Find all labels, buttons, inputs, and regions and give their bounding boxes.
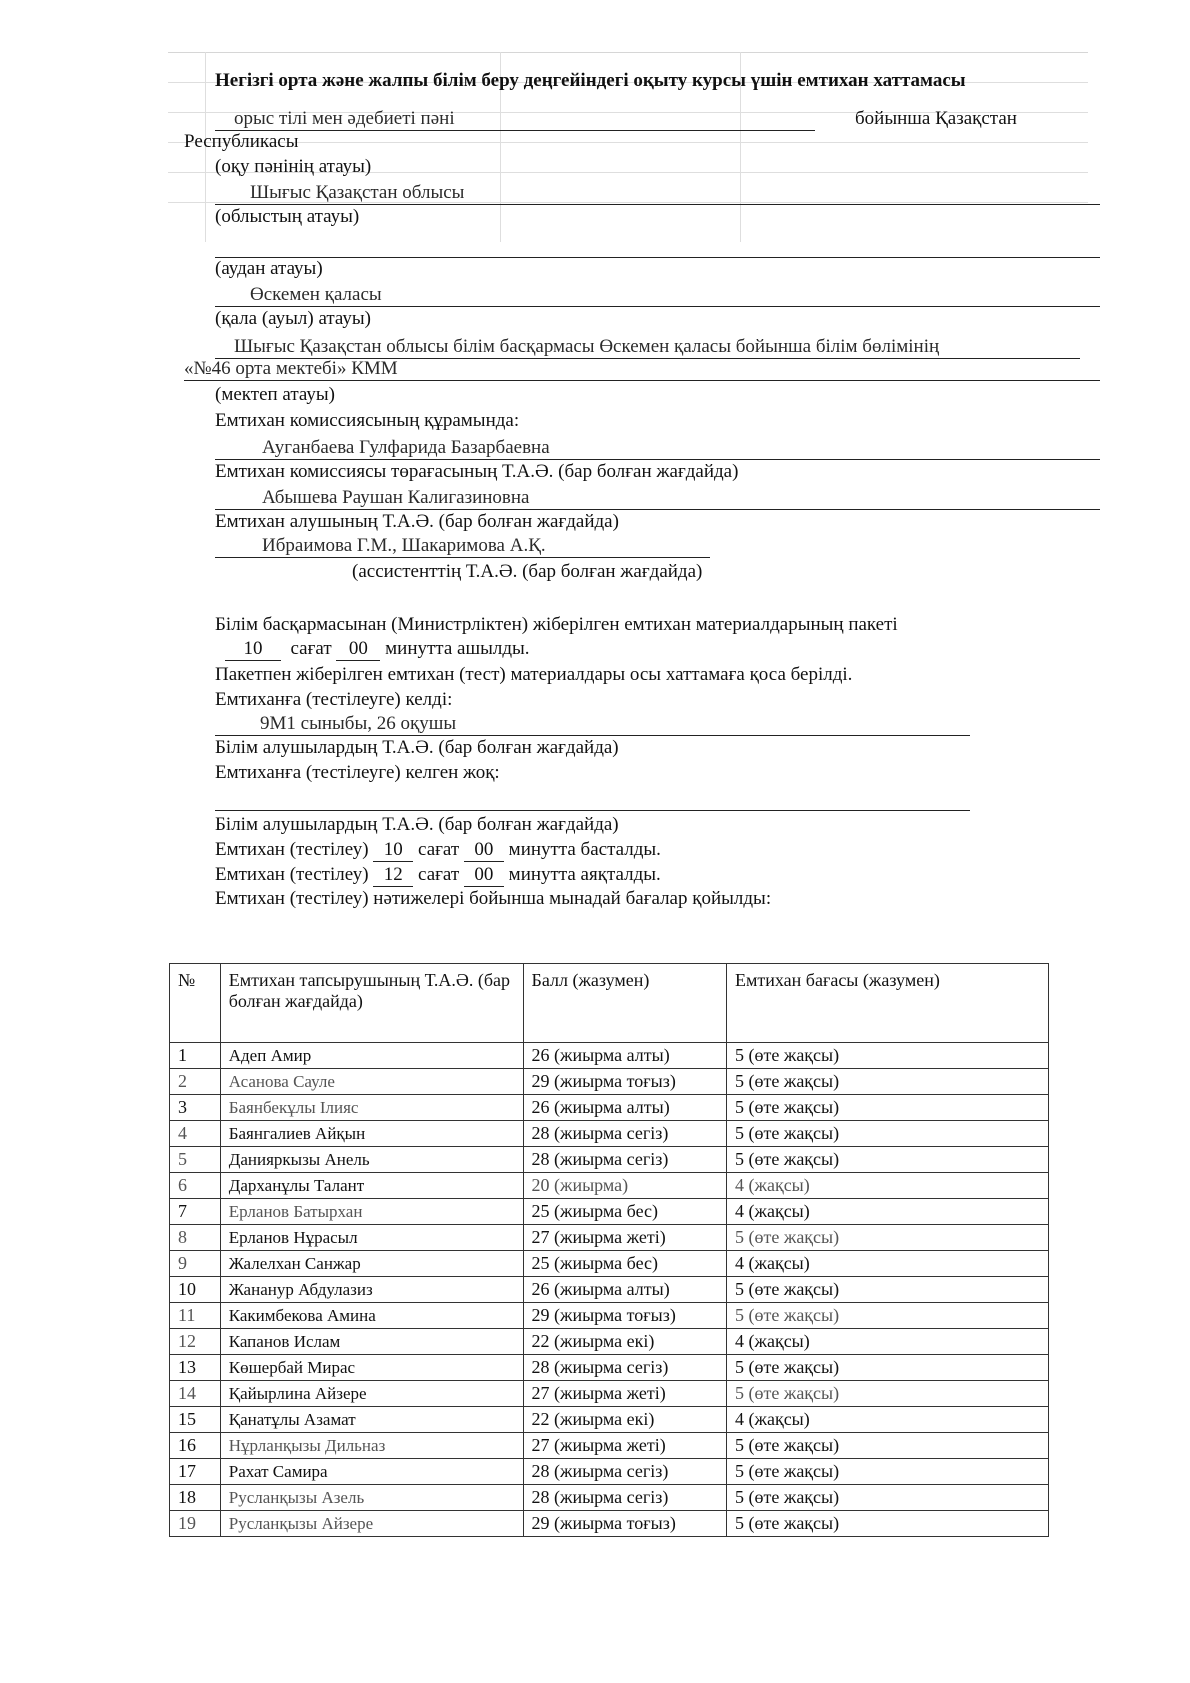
row-score: 28 (жиырма сегіз) xyxy=(523,1459,727,1485)
absent-rule xyxy=(215,810,970,811)
table-row xyxy=(170,1173,1049,1199)
row-num: 2 xyxy=(170,1069,221,1095)
row-num: 3 xyxy=(170,1095,221,1121)
row-num: 7 xyxy=(170,1199,221,1225)
row-name: Дарханұлы Талант xyxy=(220,1173,523,1199)
district-rule xyxy=(215,257,1100,258)
table-row xyxy=(170,1511,1049,1537)
row-grade: 5 (өте жақсы) xyxy=(727,1355,1049,1381)
row-score: 26 (жиырма алты) xyxy=(523,1043,727,1069)
row-name: Қанатұлы Азамат xyxy=(220,1407,523,1433)
city-value: Өскемен қаласы xyxy=(250,284,382,305)
city-rule xyxy=(215,306,1100,307)
subject-field xyxy=(215,108,815,131)
end-minute: 00 xyxy=(464,864,504,887)
end-prefix: Емтихан (тестілеу) xyxy=(215,864,369,885)
examiner-label: Емтихан алушының Т.А.Ә. (бар болған жағдайда) xyxy=(215,511,619,532)
bleed-through-rule xyxy=(168,142,1088,143)
table-row xyxy=(170,1043,1049,1069)
row-score: 22 (жиырма екі) xyxy=(523,1329,727,1355)
row-num: 19 xyxy=(170,1511,221,1537)
row-grade: 5 (өте жақсы) xyxy=(727,1381,1049,1407)
examiner-rule xyxy=(215,509,1100,510)
table-row xyxy=(170,1329,1049,1355)
row-num: 17 xyxy=(170,1459,221,1485)
row-grade: 5 (өте жақсы) xyxy=(727,1121,1049,1147)
city-label: (қала (ауыл) атауы) xyxy=(215,308,371,329)
row-grade: 4 (жақсы) xyxy=(727,1199,1049,1225)
table-row xyxy=(170,1433,1049,1459)
region-label: (облыстың атауы) xyxy=(215,206,360,227)
row-grade: 5 (өте жақсы) xyxy=(727,1303,1049,1329)
district-label: (аудан атауы) xyxy=(215,258,323,279)
row-grade: 5 (өте жақсы) xyxy=(727,1043,1049,1069)
school-value-1: Шығыс Қазақстан облысы білім басқармасы Өскемен қаласы бойынша білім бөлімінің xyxy=(234,336,940,357)
row-num: 1 xyxy=(170,1043,221,1069)
row-score: 28 (жиырма сегіз) xyxy=(523,1485,727,1511)
package-line-1: Білім басқармасынан (Министрліктен) жіберілген емтихан материалдарының пакеті xyxy=(215,614,898,635)
row-num: 11 xyxy=(170,1303,221,1329)
start-hour-word: сағат xyxy=(418,839,460,860)
students-label: Білім алушылардың Т.А.Ә. (бар болған жағдайда) xyxy=(215,737,619,758)
header-score: Балл (жазумен) xyxy=(523,964,727,1043)
row-name: Асанова Сауле xyxy=(220,1069,523,1095)
table-row xyxy=(170,1121,1049,1147)
row-num: 9 xyxy=(170,1251,221,1277)
row-grade: 5 (өте жақсы) xyxy=(727,1069,1049,1095)
row-name: Капанов Ислам xyxy=(220,1329,523,1355)
table-row xyxy=(170,1251,1049,1277)
table-row xyxy=(170,1199,1049,1225)
start-suffix: минутта басталды. xyxy=(508,839,661,860)
table-row xyxy=(170,1095,1049,1121)
package-hour: 10 xyxy=(225,638,281,661)
row-num: 12 xyxy=(170,1329,221,1355)
table-header-row xyxy=(170,964,1049,1043)
school-line-1 xyxy=(215,336,1080,359)
table-row xyxy=(170,1147,1049,1173)
arrived-label: Емтиханға (тестілеуге) келді: xyxy=(215,689,453,710)
results-intro: Емтихан (тестілеу) нәтижелері бойынша мынадай бағалар қойылды: xyxy=(215,888,772,909)
row-name: Рахат Самира xyxy=(220,1459,523,1485)
row-score: 20 (жиырма) xyxy=(523,1173,727,1199)
table-body xyxy=(170,1043,1049,1537)
table-row xyxy=(170,1225,1049,1251)
row-grade: 5 (өте жақсы) xyxy=(727,1277,1049,1303)
row-grade: 5 (өте жақсы) xyxy=(727,1485,1049,1511)
row-score: 25 (жиырма бес) xyxy=(523,1251,727,1277)
row-num: 15 xyxy=(170,1407,221,1433)
row-score: 27 (жиырма жеті) xyxy=(523,1225,727,1251)
chair-label: Емтихан комиссиясы төрағасының Т.А.Ә. (бар болған жағдайда) xyxy=(215,461,739,482)
assistants-rule xyxy=(215,557,710,558)
row-num: 5 xyxy=(170,1147,221,1173)
row-name: Ерланов Нұрасыл xyxy=(220,1225,523,1251)
row-name: Жалелхан Санжар xyxy=(220,1251,523,1277)
row-score: 25 (жиырма бес) xyxy=(523,1199,727,1225)
table-row xyxy=(170,1381,1049,1407)
row-name: Көшербай Мирас xyxy=(220,1355,523,1381)
end-hour-word: сағат xyxy=(418,864,460,885)
row-score: 27 (жиырма жеті) xyxy=(523,1433,727,1459)
row-grade: 4 (жақсы) xyxy=(727,1251,1049,1277)
row-num: 14 xyxy=(170,1381,221,1407)
header-num: № xyxy=(170,964,221,1043)
row-name: Қайырлина Айзере xyxy=(220,1381,523,1407)
subject-value: орыс тілі мен әдебиеті пәні xyxy=(234,108,455,129)
table-row xyxy=(170,1355,1049,1381)
row-score: 22 (жиырма екі) xyxy=(523,1407,727,1433)
package-time-line xyxy=(225,638,530,661)
row-score: 29 (жиырма тоғыз) xyxy=(523,1069,727,1095)
region-value: Шығыс Қазақстан облысы xyxy=(250,182,465,203)
end-hour: 12 xyxy=(373,864,413,887)
table-row xyxy=(170,1069,1049,1095)
chair-rule xyxy=(215,459,1100,460)
package-minute-text: минутта ашылды. xyxy=(385,638,530,659)
row-num: 10 xyxy=(170,1277,221,1303)
row-num: 8 xyxy=(170,1225,221,1251)
school-rule xyxy=(184,380,1100,381)
row-name: Баянгалиев Айқын xyxy=(220,1121,523,1147)
subject-label: (оқу пәнінің атауы) xyxy=(215,156,372,177)
row-grade: 5 (өте жақсы) xyxy=(727,1511,1049,1537)
region-rule xyxy=(215,204,1100,205)
row-name: Баянбекұлы Ілияс xyxy=(220,1095,523,1121)
row-name: Данияркызы Анель xyxy=(220,1147,523,1173)
row-name: Жананур Абдулазиз xyxy=(220,1277,523,1303)
row-num: 13 xyxy=(170,1355,221,1381)
start-hour: 10 xyxy=(373,839,413,862)
row-grade: 5 (өте жақсы) xyxy=(727,1225,1049,1251)
table-row xyxy=(170,1277,1049,1303)
row-name: Адеп Амир xyxy=(220,1043,523,1069)
row-grade: 5 (өте жақсы) xyxy=(727,1433,1049,1459)
absent-students-label: Білім алушылардың Т.А.Ә. (бар болған жағдайда) xyxy=(215,814,619,835)
row-grade: 5 (өте жақсы) xyxy=(727,1459,1049,1485)
row-num: 16 xyxy=(170,1433,221,1459)
header-name: Емтихан тапсырушының Т.А.Ә. (бар болған жағдайда) xyxy=(220,964,523,1043)
row-grade: 4 (жақсы) xyxy=(727,1407,1049,1433)
row-grade: 4 (жақсы) xyxy=(727,1173,1049,1199)
row-grade: 5 (өте жақсы) xyxy=(727,1147,1049,1173)
row-grade: 4 (жақсы) xyxy=(727,1329,1049,1355)
assistants-name: Ибраимова Г.М., Шакаримова А.Қ. xyxy=(262,535,546,556)
document-title: Негізгі орта және жалпы білім беру деңгейіндегі оқыту курсы үшін емтихан хаттамасы xyxy=(215,70,966,91)
row-name: Ерланов Батырхан xyxy=(220,1199,523,1225)
start-minute: 00 xyxy=(464,839,504,862)
examiner-name: Абышева Раушан Калигазиновна xyxy=(262,487,530,508)
row-score: 29 (жиырма тоғыз) xyxy=(523,1303,727,1329)
end-suffix: минутта аяқталды. xyxy=(508,864,661,885)
chair-name: Ауганбаева Гулфарида Базарбаевна xyxy=(262,437,550,458)
table-row xyxy=(170,1303,1049,1329)
absent-label: Емтиханға (тестілеуге) келген жоқ: xyxy=(215,762,500,783)
row-score: 28 (жиырма сегіз) xyxy=(523,1121,727,1147)
subject-continuation: Республикасы xyxy=(184,131,299,152)
results-table xyxy=(169,963,1049,1537)
end-time-line xyxy=(215,864,661,887)
row-score: 28 (жиырма сегіз) xyxy=(523,1147,727,1173)
row-score: 29 (жиырма тоғыз) xyxy=(523,1511,727,1537)
row-num: 6 xyxy=(170,1173,221,1199)
subject-line xyxy=(215,108,815,131)
row-name: Русланқызы Азель xyxy=(220,1485,523,1511)
subject-suffix: бойынша Қазақстан xyxy=(855,108,1017,129)
assistants-label: (ассистенттің Т.А.Ә. (бар болған жағдайда) xyxy=(352,561,703,582)
school-label: (мектеп атауы) xyxy=(215,384,335,405)
row-score: 26 (жиырма алты) xyxy=(523,1277,727,1303)
commission-heading: Емтихан комиссиясының құрамында: xyxy=(215,410,520,431)
header-grade: Емтихан бағасы (жазумен) xyxy=(727,964,1049,1043)
arrived-rule xyxy=(215,735,970,736)
row-name: Какимбекова Амина xyxy=(220,1303,523,1329)
row-score: 27 (жиырма жеті) xyxy=(523,1381,727,1407)
row-name: Русланқызы Айзере xyxy=(220,1511,523,1537)
row-name: Нұрланқызы Дильназ xyxy=(220,1433,523,1459)
row-num: 4 xyxy=(170,1121,221,1147)
row-score: 26 (жиырма алты) xyxy=(523,1095,727,1121)
package-hour-word: сағат xyxy=(290,638,332,659)
package-minute: 00 xyxy=(336,638,380,661)
start-time-line xyxy=(215,839,661,862)
table-row xyxy=(170,1485,1049,1511)
row-score: 28 (жиырма сегіз) xyxy=(523,1355,727,1381)
row-grade: 5 (өте жақсы) xyxy=(727,1095,1049,1121)
table-row xyxy=(170,1407,1049,1433)
school-value-2: «№46 орта мектебі» КММ xyxy=(184,358,398,379)
table-row xyxy=(170,1459,1049,1485)
start-prefix: Емтихан (тестілеу) xyxy=(215,839,369,860)
arrived-value: 9М1 сыныбы, 26 оқушы xyxy=(260,713,457,734)
package-attached: Пакетпен жіберілген емтихан (тест) материалдары осы хаттамаға қоса берілді. xyxy=(215,664,853,685)
row-num: 18 xyxy=(170,1485,221,1511)
